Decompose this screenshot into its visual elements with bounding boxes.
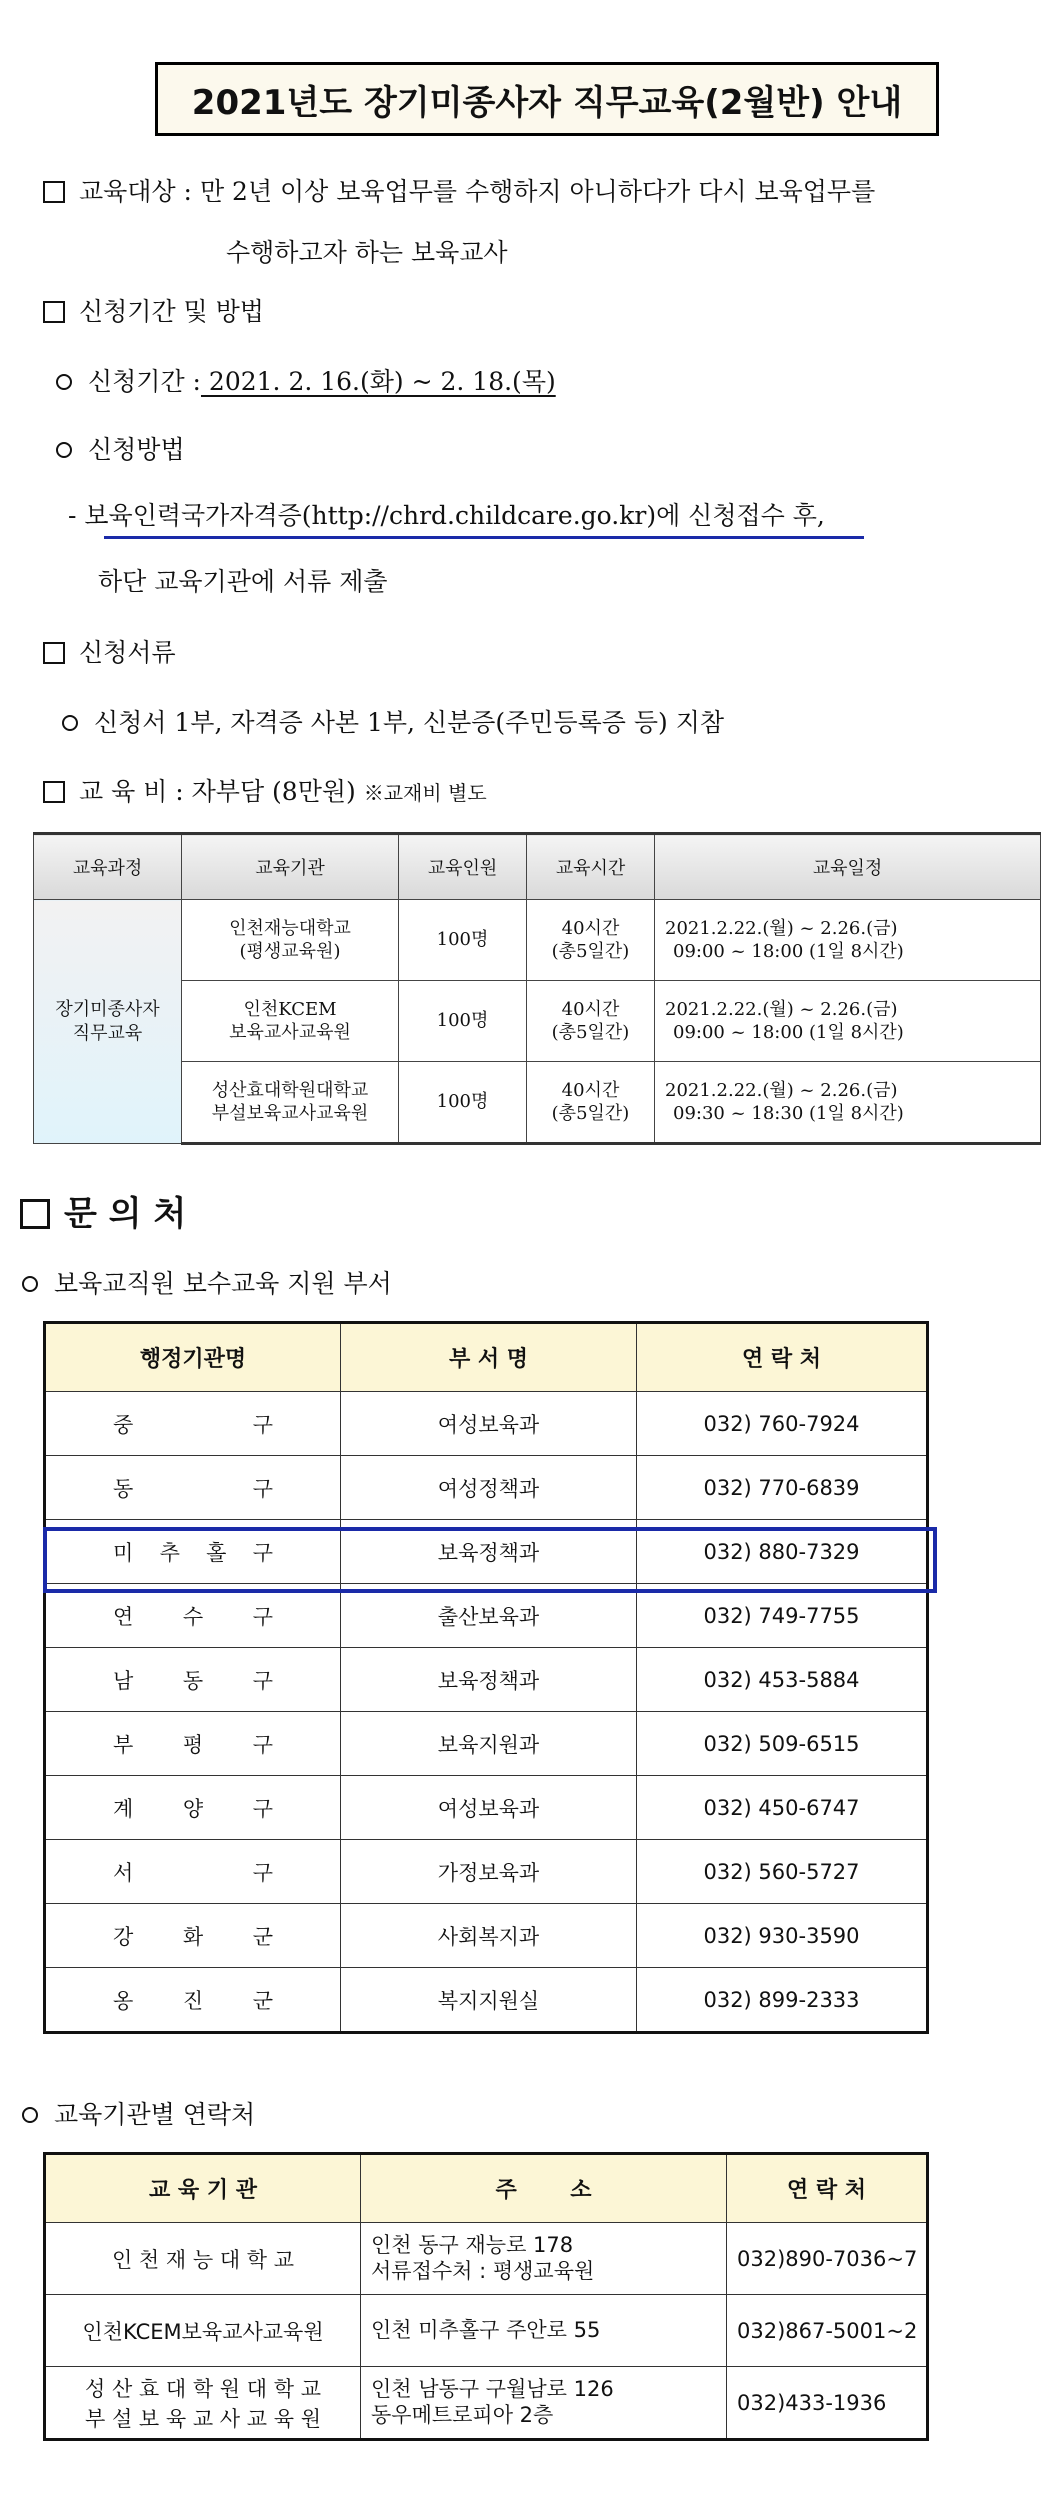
addr-line1: 인천 동구 재능로 178 <box>371 2233 574 2258</box>
highlight-box <box>43 1527 937 1593</box>
agency-name <box>113 1857 273 1887</box>
table-row <box>45 1648 928 1712</box>
agency-name <box>113 1473 273 1503</box>
department-cell: 보육정책과 <box>341 1648 637 1712</box>
agency-name <box>113 1793 273 1823</box>
agency-name-char: 구 <box>252 1412 273 1437</box>
method-text: 보육인력국가자격증(http://chrd.childcare.go.kr)에 신청접수 후 <box>76 501 817 530</box>
phone-cell: 032) 770-6839 <box>637 1456 928 1520</box>
table-row <box>45 1392 928 1456</box>
inst-line1: 인천재능대학교 <box>229 917 351 939</box>
inst-line1: 인천KCEM <box>243 998 337 1020</box>
contact-sub2-text: 교육기관별 연락처 <box>54 2100 256 2129</box>
institution-cell <box>45 2223 361 2295</box>
hours-line1: 40시간 <box>561 917 620 939</box>
agency-name-char: 남 <box>113 1668 134 1693</box>
period-line <box>56 362 556 398</box>
department-cell: 여성보육과 <box>341 1392 637 1456</box>
hours-line2: (총5일간) <box>551 941 630 962</box>
underline-highlight <box>104 536 864 539</box>
table-row <box>45 1712 928 1776</box>
table-row <box>45 1968 928 2033</box>
contact-heading <box>20 1186 186 1235</box>
inst-line2: 부설보육교사교육원 <box>211 1103 369 1124</box>
dash: - <box>68 501 77 530</box>
method-label-line <box>56 430 185 466</box>
period-value: 2021. 2. 16.(화) ~ 2. 18.(목) <box>200 367 556 396</box>
agency-name-char: 군 <box>252 1924 273 1949</box>
address-cell <box>361 2295 727 2367</box>
phone-cell: 032) 560-5727 <box>637 1840 928 1904</box>
agency-name-char: 양 <box>182 1796 204 1821</box>
people-cell: 100명 <box>399 981 527 1062</box>
hours-line2: (총5일간) <box>551 1022 630 1043</box>
agency-name-char: 구 <box>252 1732 273 1757</box>
agency-name-char: 진 <box>182 1988 204 2013</box>
agency-name-char: 중 <box>113 1412 134 1437</box>
inst-line1: 성 산 효 대 학 원 대 학 교 <box>85 2376 321 2401</box>
department-cell: 여성보육과 <box>341 1776 637 1840</box>
course-line2: 직무교육 <box>72 1022 143 1044</box>
hours-cell <box>527 1062 655 1144</box>
agency-name-char: 수 <box>182 1604 204 1629</box>
addr-line2: 서류접수처 : 평생교육원 <box>371 2258 595 2283</box>
contact-sub1-text: 보육교직원 보수교육 지원 부서 <box>54 1269 392 1298</box>
addr-line2: 동우메트로피아 2층 <box>371 2402 554 2427</box>
agency-name-char: 평 <box>182 1732 204 1757</box>
inst-line2: (평생교육원) <box>239 941 341 962</box>
department-cell: 여성정책과 <box>341 1456 637 1520</box>
apply-heading <box>43 292 264 328</box>
phone-cell: 032) 760-7924 <box>637 1392 928 1456</box>
docs-item <box>62 703 724 739</box>
inst-line1: 성산효대학원대학교 <box>211 1079 369 1101</box>
header-institution: 교 육 기 관 <box>45 2154 361 2223</box>
header-phone: 연 락 처 <box>727 2154 928 2223</box>
agency-name-char: 구 <box>252 1540 273 1565</box>
header-people: 교육인원 <box>399 834 527 900</box>
institution-cell <box>45 2295 361 2367</box>
contact-sub1 <box>22 1264 392 1300</box>
agency-name <box>113 1601 273 1631</box>
table-row <box>45 1776 928 1840</box>
address-cell <box>361 2367 727 2440</box>
schedule-header-row <box>34 834 1041 900</box>
inst-line2: 보육교사교육원 <box>229 1022 351 1043</box>
target-line <box>43 172 875 208</box>
date-line1: 2021.2.22.(월) ~ 2.26.(금) <box>665 917 898 939</box>
header-phone: 연 락 처 <box>637 1323 928 1392</box>
checkbox-square-icon <box>43 301 65 323</box>
circle-bullet-icon <box>56 442 72 458</box>
date-line2: 09:00 ~ 18:00 (1일 8시간) <box>673 941 904 962</box>
institution-header-row <box>45 2154 928 2223</box>
docs-heading <box>43 633 176 669</box>
method-label: 신청방법 <box>88 435 185 464</box>
address-cell <box>361 2223 727 2295</box>
agency-name <box>113 1921 273 1951</box>
docs-heading-text: 신청서류 <box>79 638 176 667</box>
agency-name <box>113 1665 273 1695</box>
course-line1: 장기미종사자 <box>55 999 160 1021</box>
department-cell: 사회복지과 <box>341 1904 637 1968</box>
agency-name-char: 서 <box>113 1860 134 1885</box>
institution-cell <box>182 1062 399 1144</box>
agency-name-char: 화 <box>182 1924 204 1949</box>
phone-cell: 032)867-5001~2 <box>727 2295 928 2367</box>
table-row <box>45 2367 928 2440</box>
docs-item-text: 신청서 1부, 자격증 사본 1부, 신분증(주민등록증 등) 지참 <box>94 708 724 737</box>
agency-name-char: 구 <box>252 1476 273 1501</box>
phone-cell: 032) 509-6515 <box>637 1712 928 1776</box>
table-row <box>45 2295 928 2367</box>
agency-cell <box>45 1648 341 1712</box>
course-cell <box>34 900 182 1144</box>
district-contact-table <box>43 1321 929 2034</box>
phone-cell: 032) 749-7755 <box>637 1584 928 1648</box>
checkbox-square-icon <box>43 181 65 203</box>
department-cell: 출산보육과 <box>341 1584 637 1648</box>
comma: , <box>816 501 825 530</box>
apply-heading-text: 신청기간 및 방법 <box>79 297 264 326</box>
target-text2: 수행하고자 하는 보육교사 <box>226 238 508 267</box>
table-row <box>34 1062 1041 1144</box>
department-cell: 복지지원실 <box>341 1968 637 2033</box>
date-line2: 09:00 ~ 18:00 (1일 8시간) <box>673 1022 904 1043</box>
agency-name <box>113 1985 273 2015</box>
agency-name-char: 동 <box>113 1476 134 1501</box>
agency-name-char: 추 <box>159 1540 180 1565</box>
date-line1: 2021.2.22.(월) ~ 2.26.(금) <box>665 998 898 1020</box>
page-title: 2021년도 장기미종사자 직무교육(2월반) 안내 <box>155 62 939 136</box>
header-agency: 행정기관명 <box>45 1323 341 1392</box>
method-line2: 하단 교육기관에 서류 제출 <box>98 567 388 596</box>
phone-cell: 032) 880-7329 <box>637 1520 928 1584</box>
header-schedule: 교육일정 <box>655 834 1041 900</box>
fee-note: ※교재비 별도 <box>363 781 487 805</box>
header-course: 교육과정 <box>34 834 182 900</box>
table-row <box>45 1904 928 1968</box>
district-header-row <box>45 1323 928 1392</box>
phone-cell: 032)890-7036~7 <box>727 2223 928 2295</box>
hours-line2: (총5일간) <box>551 1103 630 1124</box>
circle-bullet-icon <box>56 374 72 390</box>
agency-cell <box>45 1712 341 1776</box>
people-cell: 100명 <box>399 900 527 981</box>
agency-name-char: 군 <box>252 1988 273 2013</box>
agency-cell <box>45 1776 341 1840</box>
agency-name-char: 강 <box>113 1924 134 1949</box>
phone-cell: 032) 450-6747 <box>637 1776 928 1840</box>
agency-name-char: 구 <box>252 1668 273 1693</box>
schedule-table <box>33 832 1041 1145</box>
institution-cell <box>182 981 399 1062</box>
agency-name-char: 구 <box>252 1796 273 1821</box>
header-institution: 교육기관 <box>182 834 399 900</box>
header-address: 주 소 <box>361 2154 727 2223</box>
institution-cell <box>45 2367 361 2440</box>
agency-name-char: 옹 <box>113 1988 134 2013</box>
schedule-cell <box>655 900 1041 981</box>
table-row <box>45 1584 928 1648</box>
circle-bullet-icon <box>62 715 78 731</box>
agency-name-char: 구 <box>252 1604 273 1629</box>
agency-name <box>113 1729 273 1759</box>
agency-cell <box>45 1840 341 1904</box>
phone-cell: 032)433-1936 <box>727 2367 928 2440</box>
agency-name-char: 부 <box>113 1732 134 1757</box>
agency-name-char: 동 <box>182 1668 204 1693</box>
agency-name <box>113 1409 273 1439</box>
contact-heading-text: 문 의 처 <box>64 1194 187 1234</box>
agency-name-char: 연 <box>113 1604 134 1629</box>
phone-cell: 032) 453-5884 <box>637 1648 928 1712</box>
circle-bullet-icon <box>22 2107 38 2123</box>
table-row <box>45 1840 928 1904</box>
target-text1: 만 2년 이상 보육업무를 수행하지 아니하다가 다시 보육업무를 <box>199 177 876 206</box>
phone-cell: 032) 899-2333 <box>637 1968 928 2033</box>
date-line1: 2021.2.22.(월) ~ 2.26.(금) <box>665 1079 898 1101</box>
fee-line <box>43 772 487 808</box>
agency-cell <box>45 1584 341 1648</box>
hours-line1: 40시간 <box>561 998 620 1020</box>
agency-cell <box>45 1456 341 1520</box>
method-line1 <box>68 496 825 532</box>
schedule-cell <box>655 981 1041 1062</box>
phone-cell: 032) 930-3590 <box>637 1904 928 1968</box>
agency-cell <box>45 1392 341 1456</box>
header-department: 부 서 명 <box>341 1323 637 1392</box>
hours-cell <box>527 981 655 1062</box>
addr-line1: 인천 미추홀구 주안로 55 <box>371 2317 601 2342</box>
agency-cell <box>45 1968 341 2033</box>
department-cell: 보육정책과 <box>341 1520 637 1584</box>
checkbox-square-icon <box>20 1199 50 1229</box>
circle-bullet-icon <box>22 1276 38 1292</box>
date-line2: 09:30 ~ 18:30 (1일 8시간) <box>673 1103 904 1124</box>
schedule-cell <box>655 1062 1041 1144</box>
hours-line1: 40시간 <box>561 1079 620 1101</box>
header-hours: 교육시간 <box>527 834 655 900</box>
checkbox-square-icon <box>43 642 65 664</box>
agency-name-char: 계 <box>113 1796 134 1821</box>
agency-name-char: 구 <box>252 1860 273 1885</box>
inst-line1: 인천KCEM보육교사교육원 <box>82 2319 324 2344</box>
inst-line1: 인 천 재 능 대 학 교 <box>111 2247 295 2272</box>
table-row <box>34 981 1041 1062</box>
table-row <box>45 1456 928 1520</box>
contact-sub2 <box>22 2095 255 2131</box>
fee-label: 교 육 비 : 자부담 (8만원) <box>79 777 356 806</box>
agency-name-char: 미 <box>113 1540 134 1565</box>
inst-line2: 부 설 보 육 교 사 교 육 원 <box>85 2406 321 2431</box>
agency-name-char: 홀 <box>206 1540 227 1565</box>
institution-contact-table <box>43 2152 929 2441</box>
department-cell: 가정보육과 <box>341 1840 637 1904</box>
table-row <box>34 900 1041 981</box>
institution-cell <box>182 900 399 981</box>
target-label: 교육대상 : <box>79 177 192 206</box>
checkbox-square-icon <box>43 781 65 803</box>
agency-cell <box>45 1904 341 1968</box>
addr-line1: 인천 남동구 구월남로 126 <box>371 2377 614 2402</box>
department-cell: 보육지원과 <box>341 1712 637 1776</box>
period-label: 신청기간 : <box>88 367 201 396</box>
hours-cell <box>527 900 655 981</box>
table-row <box>45 2223 928 2295</box>
people-cell: 100명 <box>399 1062 527 1144</box>
